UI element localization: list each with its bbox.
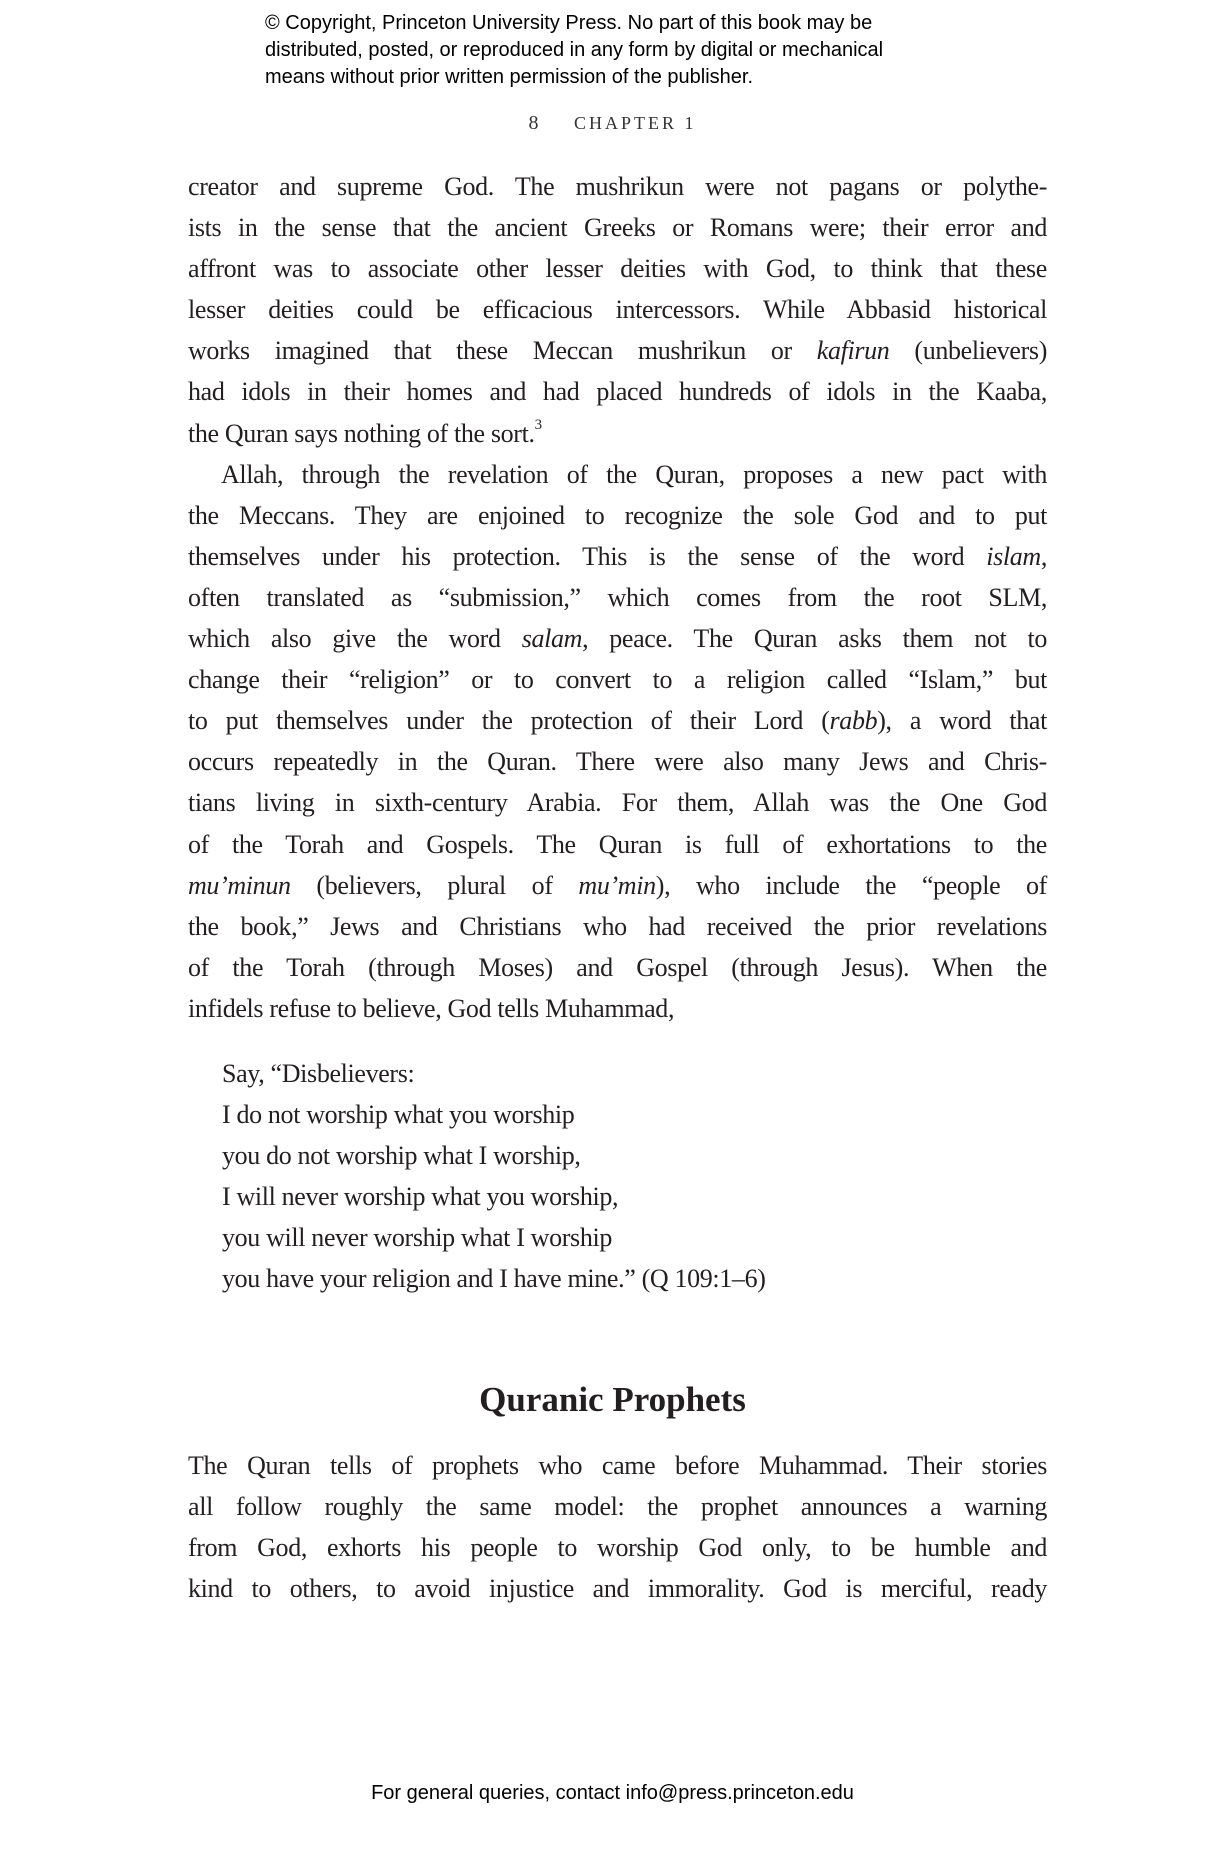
text-line	[188, 947, 1047, 988]
text-run[interactable]: from God, exhorts his people to worship God only, to be humble and	[188, 1533, 1047, 1563]
text-run[interactable]: I do not worship what you worship	[222, 1100, 575, 1130]
text-line	[188, 207, 1047, 248]
text-run[interactable]: (believers, plural of	[290, 870, 579, 900]
text-line	[188, 536, 1047, 577]
text-run[interactable]: affront was to associate other lesser deities with God, to think that these	[188, 254, 1047, 284]
text-run[interactable]: (unbelievers)	[889, 336, 1048, 366]
text-line	[222, 1094, 766, 1135]
copyright-line: © Copyright, Princeton University Press. No part of this book may be	[265, 12, 873, 34]
text-line	[188, 988, 1047, 1029]
text-run[interactable]: creator and supreme God. The mushrikun were not pagans or polythe-	[188, 172, 1047, 201]
text-run[interactable]: , peace. The Quran asks them not to	[582, 624, 1047, 654]
text-line	[188, 371, 1047, 412]
italic-term: islam	[986, 541, 1041, 571]
copyright-line: distributed, posted, or reproduced in any form by digital or mechanical	[265, 39, 884, 61]
text-run[interactable]: of the Torah (through Moses) and Gospel (through Jesus). When the	[188, 952, 1047, 982]
text-run[interactable]: kind to others, to avoid injustice and immorality. God is merciful, ready	[188, 1574, 1047, 1604]
text-run[interactable]: you have your religion and I have mine.” (Q 109:1–6)	[222, 1264, 766, 1294]
text-line	[188, 1568, 1047, 1609]
running-head	[0, 112, 1225, 135]
text-line	[222, 1217, 766, 1258]
text-line	[188, 577, 1047, 618]
page-number: 8	[528, 112, 539, 134]
text-run[interactable]: which also give the word	[188, 624, 522, 654]
text-line	[188, 824, 1047, 865]
text-run[interactable]: occurs repeatedly in the Quran. There were also many Jews and Chris-	[188, 747, 1047, 777]
text-run[interactable]: works imagined that these Meccan mushrikun or	[188, 336, 817, 366]
quran-verse-block	[222, 1053, 766, 1300]
italic-term: kafirun	[816, 336, 890, 366]
text-run[interactable]: often translated as “submission,” which comes from the root SLM,	[188, 582, 1047, 612]
text-line	[188, 289, 1047, 330]
text-run[interactable]: tians living in sixth-century Arabia. For them, Allah was the One God	[188, 788, 1047, 818]
text-run[interactable]: lesser deities could be efficacious intercessors. While Abbasid historical	[188, 295, 1047, 325]
text-run[interactable]: all follow roughly the same model: the prophet announces a warning	[188, 1492, 1047, 1522]
text-line	[188, 454, 1047, 495]
chapter-label: CHAPTER 1	[573, 113, 697, 133]
text-line	[188, 1486, 1047, 1527]
italic-term: mu’min	[578, 870, 656, 900]
footnote-marker[interactable]: 3	[534, 416, 542, 433]
text-run[interactable]: Say, “Disbelievers:	[222, 1059, 415, 1088]
text-line	[188, 1527, 1047, 1568]
italic-term: rabb	[829, 706, 878, 736]
text-run[interactable]: ,	[1040, 541, 1047, 571]
text-line	[222, 1176, 766, 1217]
text-run[interactable]: had idols in their homes and had placed hundreds of idols in the Kaaba,	[188, 377, 1047, 407]
text-run[interactable]: change their “religion” or to convert to a religion called “Islam,” but	[188, 665, 1047, 695]
text-run[interactable]: ), a word that	[877, 706, 1047, 736]
section-heading: Quranic Prophets	[479, 1380, 746, 1419]
text-run[interactable]: you do not worship what I worship,	[222, 1141, 581, 1171]
text-line	[188, 248, 1047, 289]
text-line	[188, 618, 1047, 659]
text-line	[188, 782, 1047, 823]
text-line	[222, 1135, 766, 1176]
text-run[interactable]: the Quran says nothing of the sort.	[188, 418, 535, 448]
text-run[interactable]: to put themselves under the protection of their Lord (	[188, 706, 830, 736]
main-text	[188, 166, 1047, 1029]
italic-term: mu’minun	[188, 870, 291, 900]
copyright-notice	[265, 10, 883, 91]
copyright-line: means without prior written permission of the publisher.	[265, 66, 754, 88]
text-line	[188, 166, 1047, 207]
section-text	[188, 1445, 1047, 1609]
text-line	[188, 865, 1047, 906]
text-line	[188, 906, 1047, 947]
text-run[interactable]: Allah, through the revelation of the Quran, proposes a new pact with	[221, 459, 1047, 489]
text-run[interactable]: The Quran tells of prophets who came before Muhammad. Their stories	[188, 1451, 1047, 1480]
text-run[interactable]: the Meccans. They are enjoined to recognize the sole God and to put	[188, 500, 1047, 530]
text-run[interactable]: you will never worship what I worship	[222, 1223, 612, 1253]
text-run[interactable]: of the Torah and Gospels. The Quran is full of exhortations to the	[188, 829, 1047, 859]
text-line	[188, 700, 1047, 741]
text-run[interactable]: ), who include the “people of	[655, 870, 1047, 900]
text-run[interactable]: ists in the sense that the ancient Greeks or Romans were; their error and	[188, 213, 1047, 243]
text-line	[188, 495, 1047, 536]
text-run[interactable]: infidels refuse to believe, God tells Muhammad,	[188, 993, 675, 1023]
text-line	[188, 741, 1047, 782]
italic-term: salam	[521, 624, 583, 654]
text-line	[188, 330, 1047, 371]
text-line	[188, 1445, 1047, 1486]
text-line	[188, 413, 1047, 454]
text-line	[222, 1258, 766, 1299]
text-line	[222, 1053, 766, 1094]
text-run[interactable]: I will never worship what you worship,	[222, 1182, 619, 1212]
footer-contact: For general queries, contact info@press.princeton.edu	[371, 1782, 854, 1804]
text-run[interactable]: the book,” Jews and Christians who had received the prior revelations	[188, 911, 1047, 941]
text-line	[188, 659, 1047, 700]
text-run[interactable]: themselves under his protection. This is the sense of the word	[188, 541, 987, 571]
